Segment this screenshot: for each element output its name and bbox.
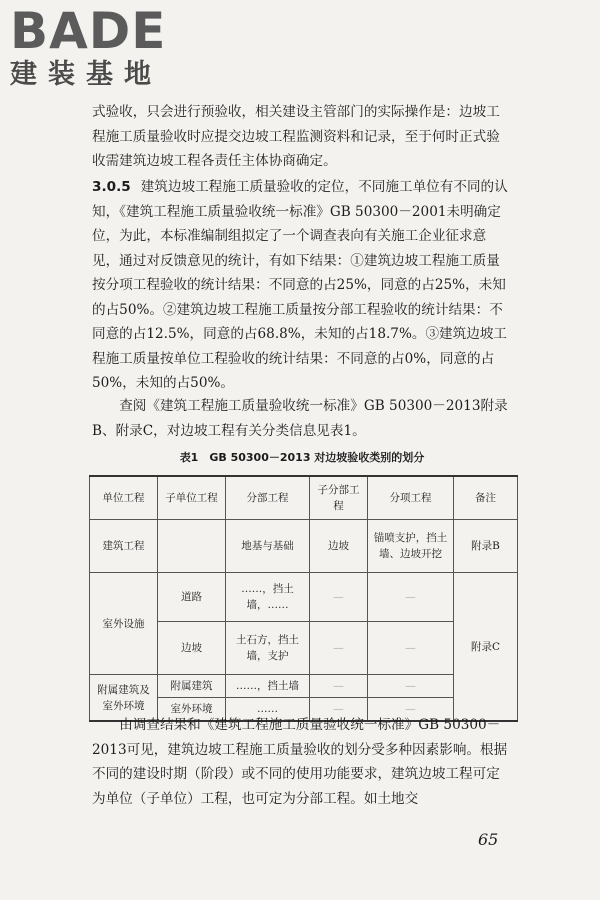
paragraph-2	[92, 175, 512, 396]
table-cell: —	[310, 622, 368, 675]
table-cell: 锚喷支护，挡土墙、边坡开挖	[368, 520, 454, 573]
paragraph-4: 由调查结果和《建筑工程施工质量验收统一标准》GB 50300－2013可见，建筑边坡工程施工质量验收的划分受多种因素影响。根据不同的建设时期（阶段）或不同的使用功能要求，建筑边坡工程可定为单位（子单位）工程，也可定为分部工程。如土地交	[92, 717, 508, 807]
table-cell: 边坡	[158, 622, 226, 675]
table-cell: —	[310, 573, 368, 622]
table-cell: —	[310, 698, 368, 722]
table-cell: —	[368, 573, 454, 622]
logo-subtitle: 建装基地	[10, 59, 162, 90]
table-cell	[158, 520, 226, 573]
header-cell: 分部工程	[226, 476, 310, 520]
table-row	[90, 573, 518, 622]
table-cell: 附录B	[454, 520, 518, 573]
table-row	[90, 675, 518, 698]
table-header-row	[90, 476, 518, 520]
header-cell: 单位工程	[90, 476, 158, 520]
paragraph-1: 式验收，只会进行预验收，相关建设主管部门的实际操作是：边坡工程施工质量验收时应提交边坡工程监测资料和记录，至于何时正式验收需建筑边坡工程各责任主体协商确定。	[92, 104, 500, 169]
table-cell: ……	[226, 698, 310, 722]
table-caption: 表1 GB 50300－2013 对边坡验收类别的划分	[179, 451, 425, 464]
paragraph-2-text: 建筑边坡工程施工质量验收的定位，不同施工单位有不同的认知，《建筑工程施工质量验收统一标准》GB 50300－2001未明确定位，为此，本标准编制组拟定了一个调查表向有关施工企业征求意见，通过对反馈意见的统计，有如下结果：①建筑边坡工程施工质量按分项工程验收的统计结果：不同意的占25%，同意的占25%，未知的占50%。②建筑边坡工程施工质量按分部工程验收的统计结果：不同意的占12.5%，同意的占68.8%，未知的占18.7%。③建筑边坡工程施工质量按单位工程验收的统计结果：不同意的占0%，同意的占50%，未知的占50%。	[92, 179, 508, 391]
table-cell: 室外环境	[158, 698, 226, 722]
header-cell: 备注	[454, 476, 518, 520]
table-cell: —	[368, 622, 454, 675]
table-cell: 地基与基础	[226, 520, 310, 573]
table-cell: 边坡	[310, 520, 368, 573]
table-cell: —	[368, 698, 454, 722]
table-row	[90, 520, 518, 573]
table-cell: 道路	[158, 573, 226, 622]
logo-mark: BADE	[10, 2, 167, 60]
table-cell: —	[310, 675, 368, 698]
table-cell: 附属建筑及室外环境	[90, 675, 158, 722]
table-cell: 附属建筑	[158, 675, 226, 698]
header-cell: 子分部工程	[310, 476, 368, 520]
logo	[10, 2, 180, 90]
page-number: 65	[478, 830, 499, 849]
classification-table	[89, 475, 518, 722]
table-cell: 建筑工程	[90, 520, 158, 573]
section-number: 3.0.5	[92, 179, 131, 195]
paragraph-3: 查阅《建筑工程施工质量验收统一标准》GB 50300－2013附录B、附录C，对边坡工程有关分类信息见表1。	[92, 398, 508, 439]
table-cell: 室外设施	[90, 573, 158, 675]
header-cell: 子单位工程	[158, 476, 226, 520]
table-cell: 土石方，挡土墙，支护	[226, 622, 310, 675]
header-cell: 分项工程	[368, 476, 454, 520]
table-cell: ……，挡土墙，……	[226, 573, 310, 622]
table-cell: ……，挡土墙	[226, 675, 310, 698]
table-cell: —	[368, 675, 454, 698]
table-cell: 附录C	[454, 573, 518, 722]
